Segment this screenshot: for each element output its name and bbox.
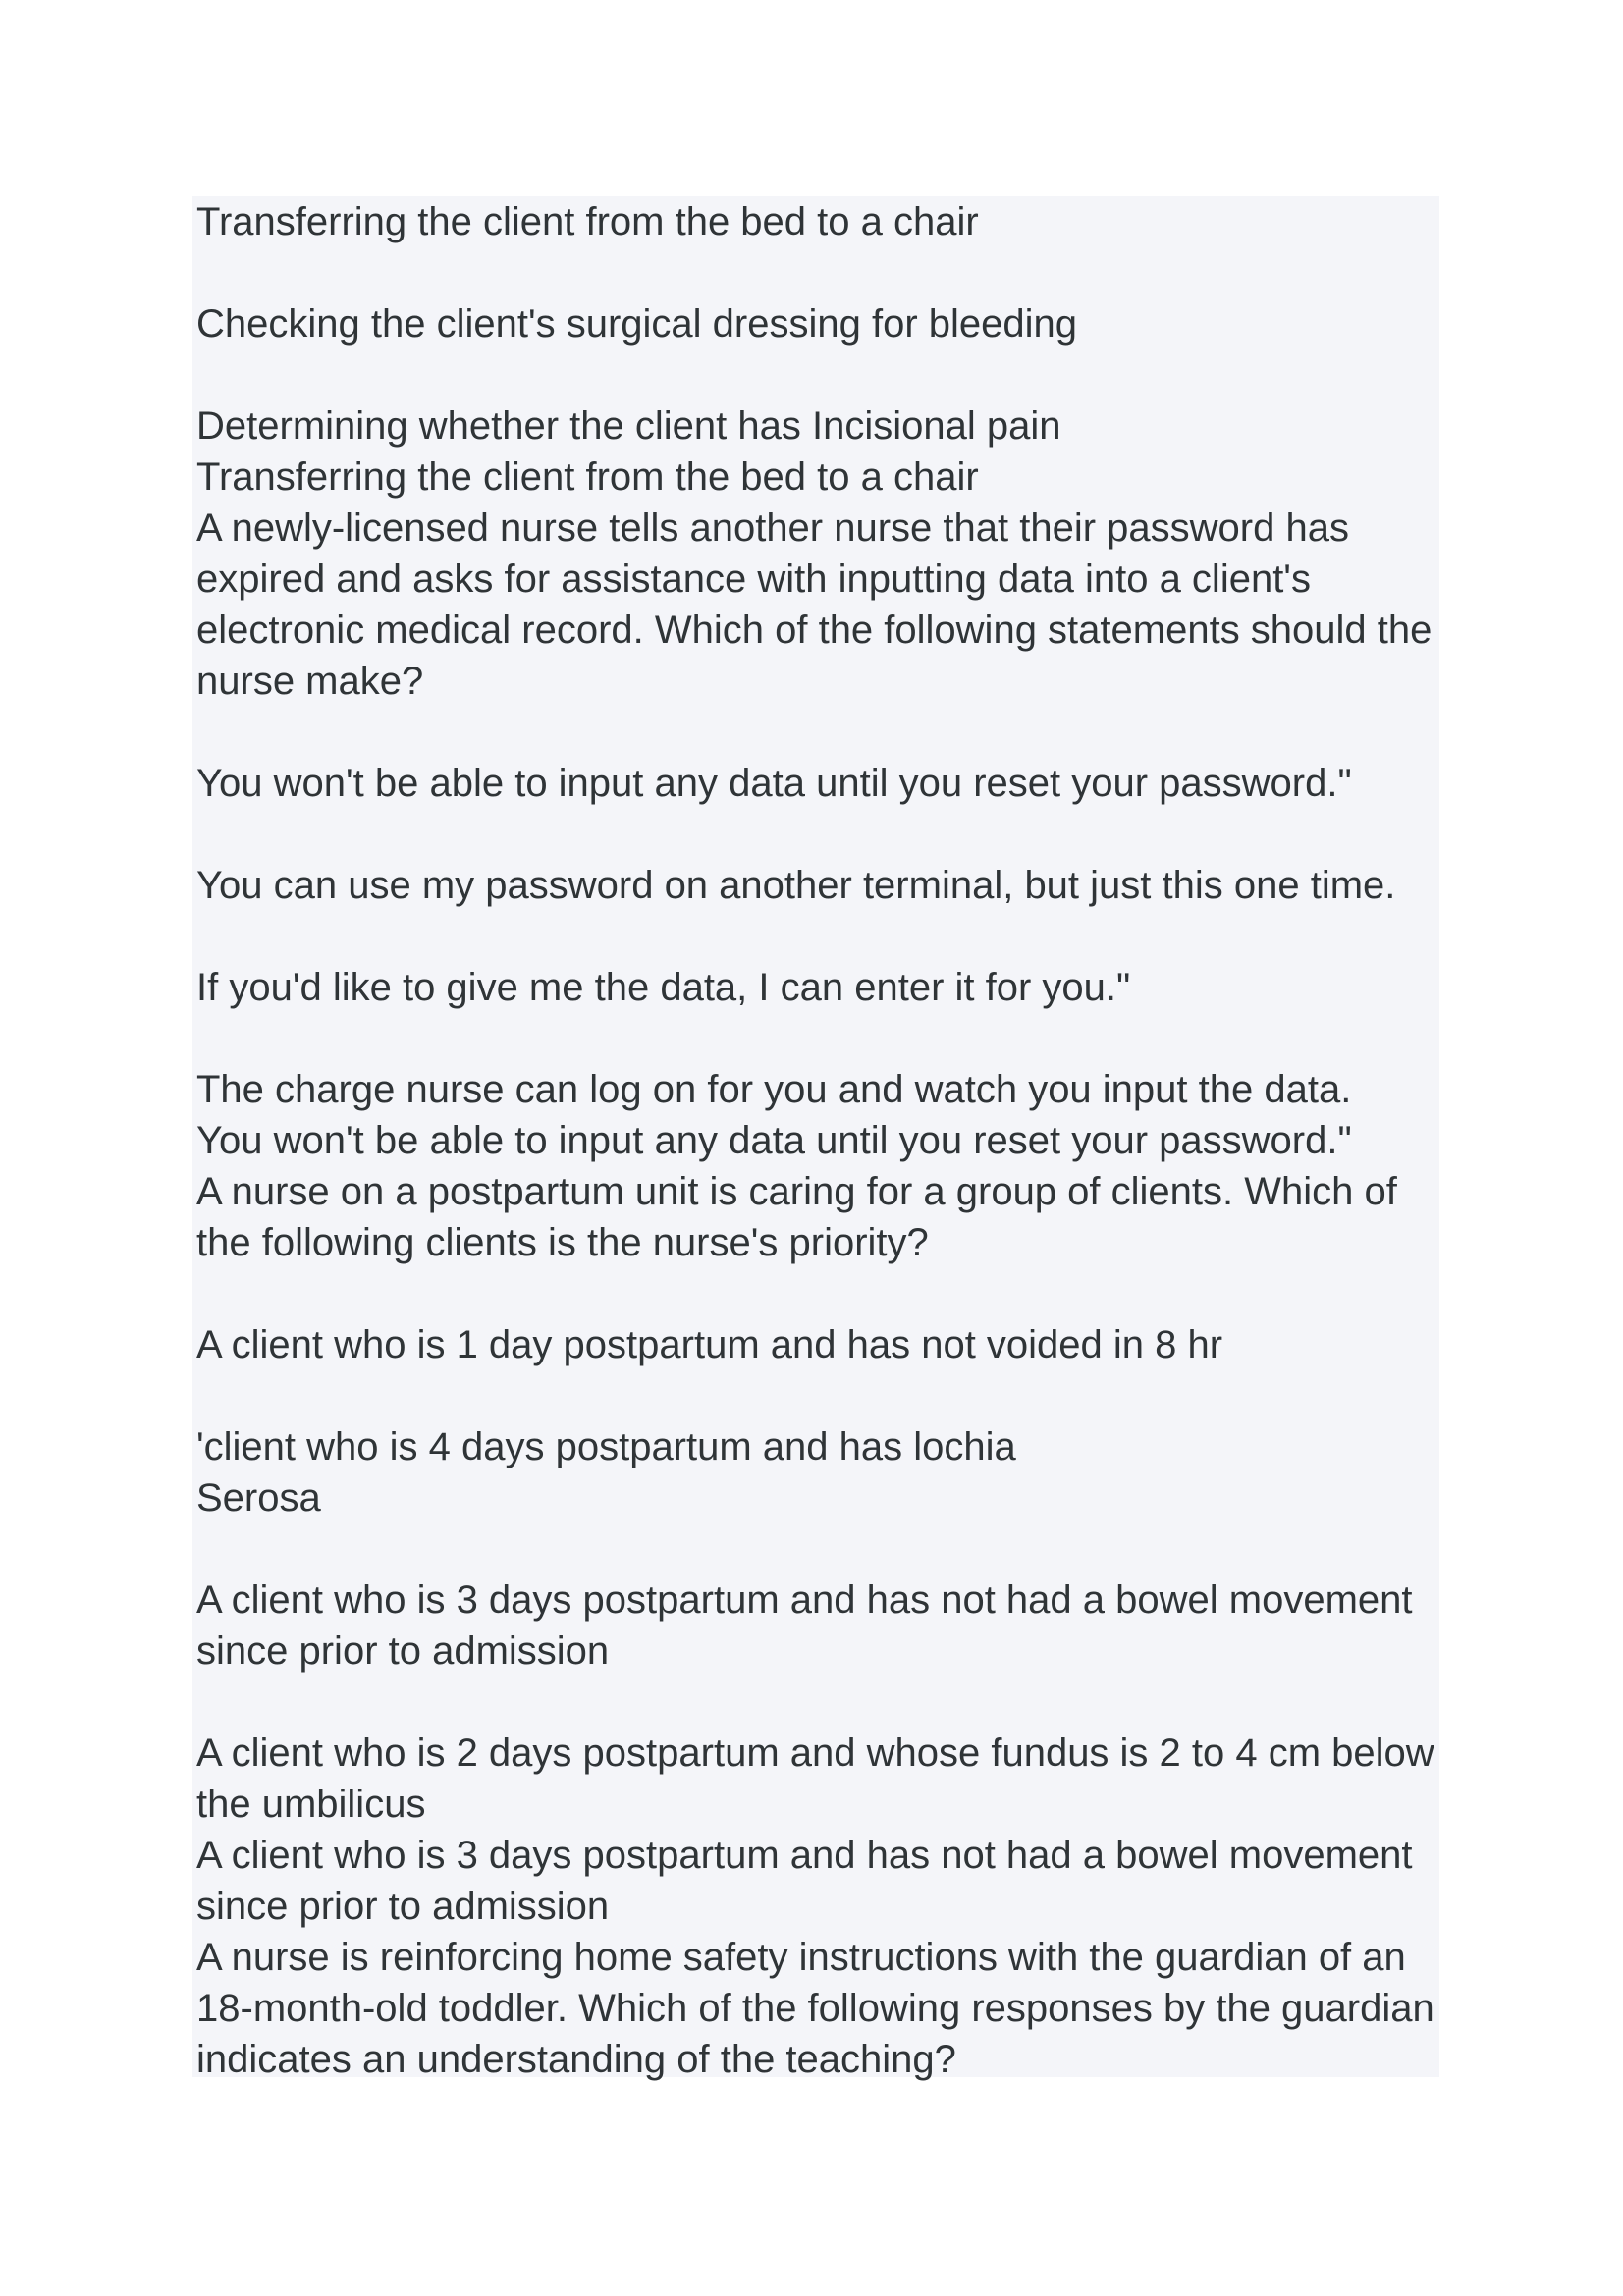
text-line: electronic medical record. Which of the following statements should the (196, 609, 1433, 652)
text-line: Determining whether the client has Incisional pain (196, 404, 1061, 448)
text-line: A client who is 2 days postpartum and whose fundus is 2 to 4 cm below (196, 1732, 1434, 1775)
text-line: If you'd like to give me the data, I can enter it for you." (196, 966, 1131, 1009)
blank-line (196, 247, 1435, 298)
blank-line (196, 1268, 1435, 1319)
blank-line (196, 1523, 1435, 1575)
blank-line (196, 809, 1435, 860)
text-line: A newly-licensed nurse tells another nurse that their password has (196, 507, 1349, 550)
text-line: since prior to admission (196, 1629, 610, 1673)
text-line: Transferring the client from the bed to a chair (196, 455, 979, 499)
text-line: The charge nurse can log on for you and watch you input the data. (196, 1068, 1352, 1111)
blank-line (196, 707, 1435, 758)
text-line: since prior to admission (196, 1885, 610, 1928)
text-line: You won't be able to input any data until you reset your password." (196, 762, 1352, 805)
text-line: You can use my password on another terminal, but just this one time. (196, 864, 1396, 907)
text-line: A nurse is reinforcing home safety instructions with the guardian of an (196, 1936, 1406, 1979)
text-line: 'client who is 4 days postpartum and has lochia (196, 1425, 1016, 1468)
blank-line (196, 1370, 1435, 1421)
text-line: A nurse on a postpartum unit is caring for a group of clients. Which of (196, 1170, 1397, 1213)
text-line: indicates an understanding of the teaching? (196, 2038, 956, 2081)
text-line: the umbilicus (196, 1783, 426, 1826)
blank-line (196, 1677, 1435, 1728)
text-line: the following clients is the nurse's priority? (196, 1221, 929, 1264)
text-line: nurse make? (196, 660, 424, 703)
blank-line (196, 349, 1435, 400)
text-line: A client who is 3 days postpartum and has not had a bowel movement (196, 1834, 1413, 1877)
text-line: You won't be able to input any data until you reset your password." (196, 1119, 1352, 1162)
text-line: expired and asks for assistance with inputting data into a client's (196, 558, 1311, 601)
blank-line (196, 911, 1435, 962)
text-line: Serosa (196, 1476, 321, 1520)
text-line: A client who is 3 days postpartum and has not had a bowel movement (196, 1578, 1413, 1622)
text-line: A client who is 1 day postpartum and has not voided in 8 hr (196, 1323, 1223, 1366)
text-line: Checking the client's surgical dressing for bleeding (196, 302, 1078, 346)
blank-line (196, 1013, 1435, 1064)
document-text-block (192, 196, 1439, 2081)
text-line: Transferring the client from the bed to a chair (196, 200, 979, 243)
text-line: 18-month-old toddler. Which of the following responses by the guardian (196, 1987, 1434, 2030)
